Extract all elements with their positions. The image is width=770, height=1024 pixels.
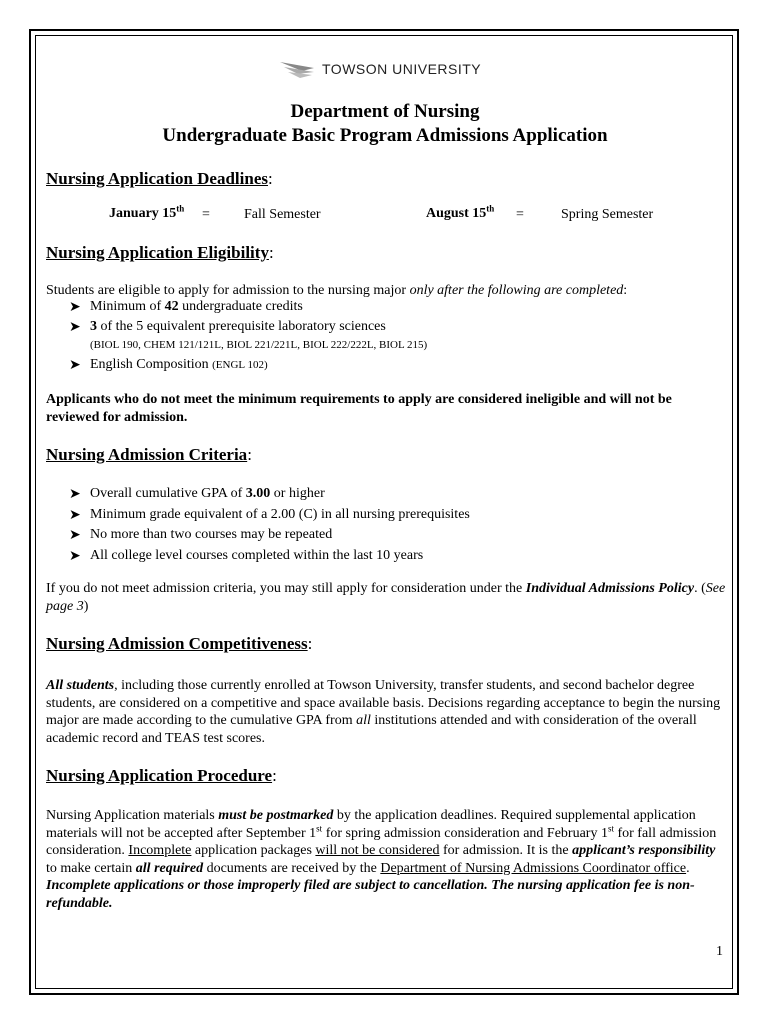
arrow-bullet-icon: ➤ [69, 508, 81, 523]
tiger-stripe-icon [278, 58, 318, 80]
eligibility-sciences-list: (BIOL 190, CHEM 121/121L, BIOL 221/221L, BIOL 222/222L, BIOL 215) [90, 339, 428, 351]
criteria-note: If you do not meet admission criteria, you may still apply for consideration under the Individual Admissions Policy. (See page 3) [46, 581, 726, 614]
spring-deadline-equals: = [516, 207, 524, 222]
eligibility-bullet-credits: ➤ Minimum of 42 undergraduate credits [69, 299, 303, 315]
page-number: 1 [716, 944, 723, 959]
competitiveness-heading: Nursing Admission Competitiveness: [46, 634, 313, 653]
spring-deadline-label: Spring Semester [561, 207, 654, 222]
arrow-bullet-icon: ➤ [69, 528, 81, 543]
logo-text: TOWSON UNIVERSITY [322, 61, 482, 77]
competitiveness-paragraph: All students, including those currently enrolled at Towson University, transfer students, and second bachelor degree students, are considered on a competitive and space available basis. Decisions regarding acceptance to begin the nursing major are made according to the cumulative GPA from all institutions attended and with consideration of the overall academic record and TEAS test scores. [46, 678, 721, 746]
arrow-bullet-icon: ➤ [69, 320, 81, 335]
arrow-bullet-icon: ➤ [69, 358, 81, 373]
page-title-line2: Undergraduate Basic Program Admissions Application [162, 125, 608, 146]
criteria-bullet-gpa: ➤ Overall cumulative GPA of 3.00 or higher [69, 486, 325, 502]
criteria-bullet-recency: ➤ All college level courses completed within the last 10 years [69, 548, 424, 564]
criteria-heading: Nursing Admission Criteria: [46, 445, 252, 464]
procedure-paragraph: Nursing Application materials must be postmarked by the application deadlines. Required supplemental application materials will not be accepted after September 1st for spring admission consideration and February 1st for fall admission consideration. Incomplete application packages will not be considered for admission. It is the applicant’s responsibility to make certain all required documents are received by the Department of Nursing Admissions Coordinator office. Incomplete applications or those improperly filed are subject to cancellation. The nursing application fee is non-refundable. [46, 808, 717, 911]
arrow-bullet-icon: ➤ [69, 300, 81, 315]
arrow-bullet-icon: ➤ [69, 549, 81, 564]
fall-deadline-equals: = [202, 207, 210, 222]
spring-deadline-date: August 15th [426, 203, 495, 221]
towson-logo [278, 58, 481, 80]
fall-deadline-label: Fall Semester [244, 207, 321, 222]
procedure-heading: Nursing Application Procedure: [46, 766, 277, 785]
eligibility-bullet-english: ➤ English Composition (ENGL 102) [69, 357, 268, 373]
deadlines-heading: Nursing Application Deadlines: [46, 169, 273, 188]
eligibility-heading: Nursing Application Eligibility: [46, 243, 274, 262]
fall-deadline-date: January 15th [109, 203, 185, 221]
page-title-line1: Department of Nursing [290, 101, 480, 122]
criteria-bullet-repeats: ➤ No more than two courses may be repeated [69, 527, 333, 543]
eligibility-bullet-sciences: ➤ 3 of the 5 equivalent prerequisite laboratory sciences [69, 319, 386, 335]
arrow-bullet-icon: ➤ [69, 487, 81, 502]
eligibility-intro: Students are eligible to apply for admission to the nursing major only after the following are completed: [46, 283, 628, 298]
eligibility-warning: Applicants who do not meet the minimum requirements to apply are considered ineligible and will not be reviewed for admission. [46, 392, 672, 425]
criteria-bullet-grade: ➤ Minimum grade equivalent of a 2.00 (C) in all nursing prerequisites [69, 507, 470, 523]
